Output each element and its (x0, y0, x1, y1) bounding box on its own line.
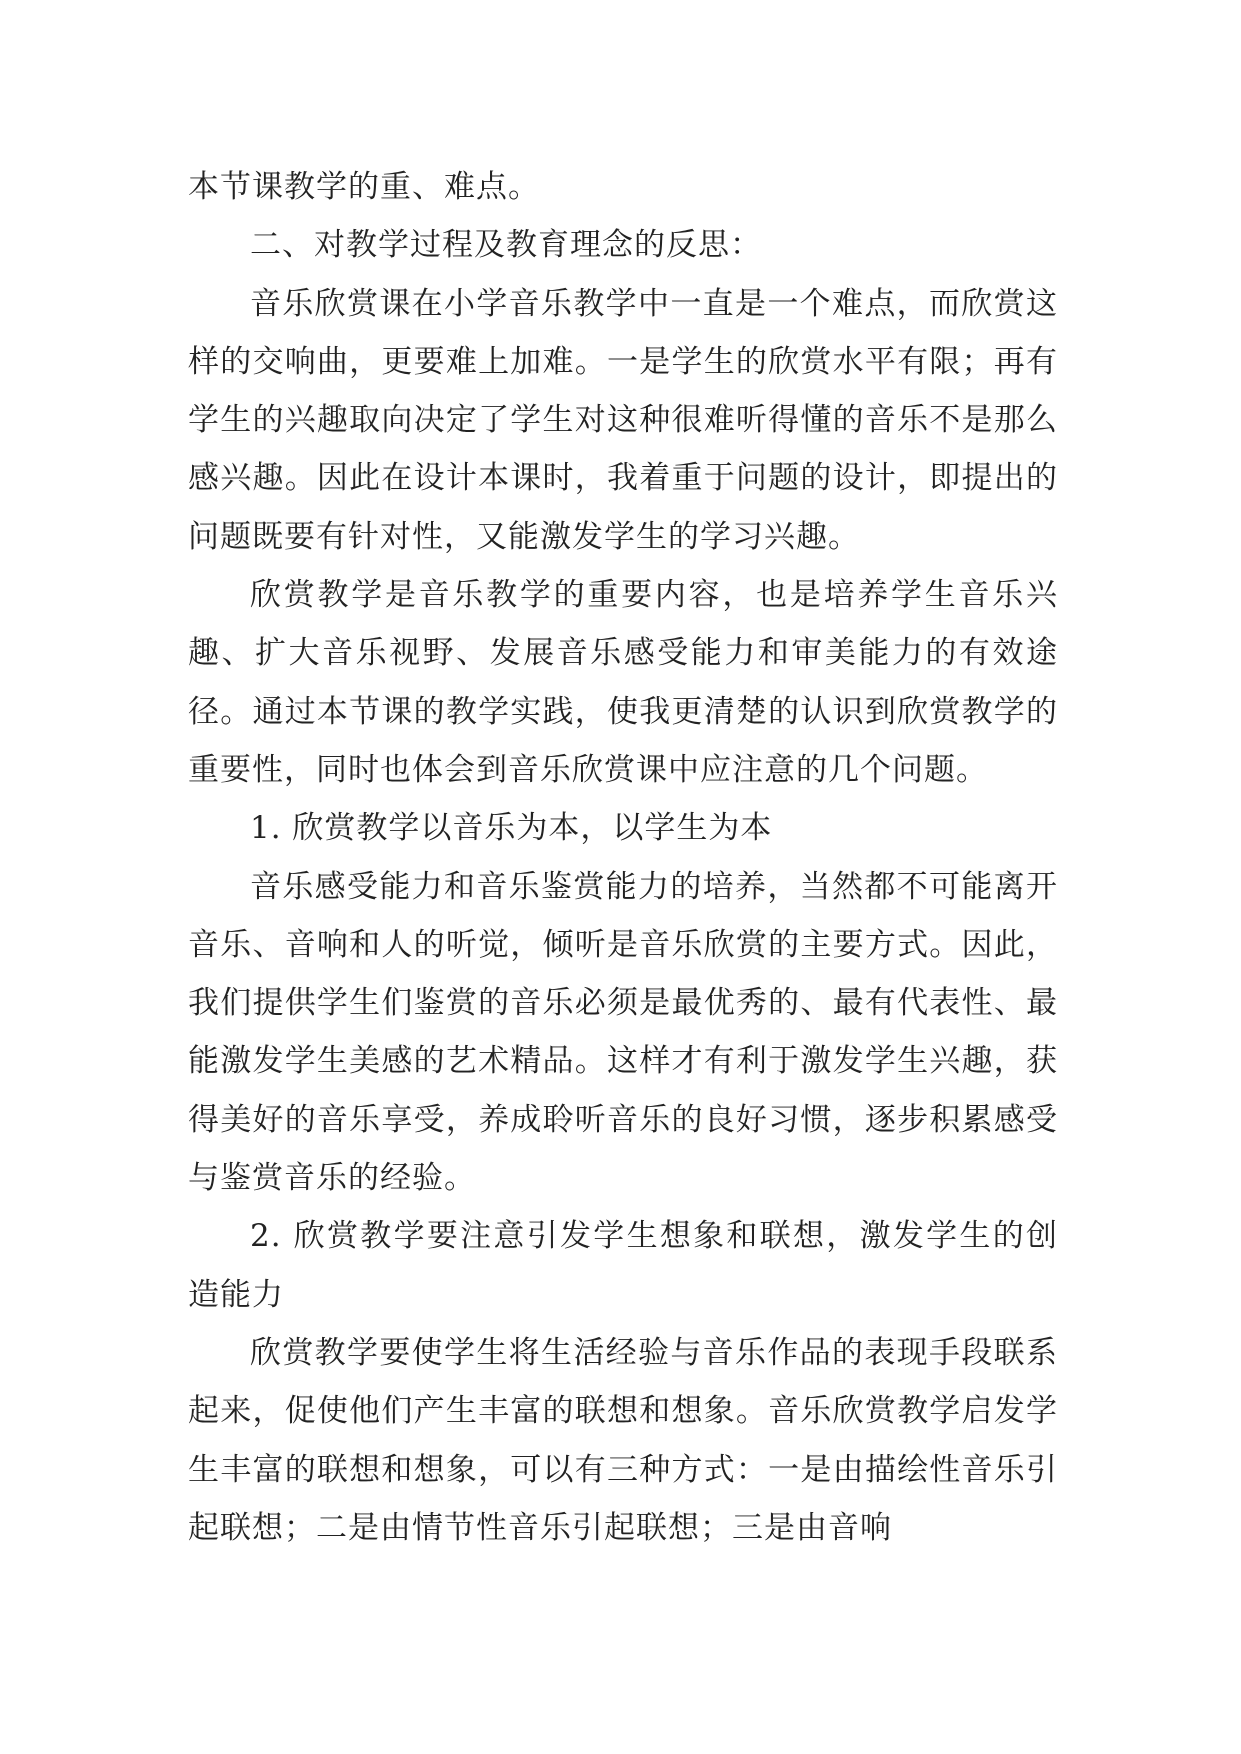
paragraph-8: 欣赏教学要使学生将生活经验与音乐作品的表现手段联系起来，促使他们产生丰富的联想和想象。音乐欣赏教学启发学生丰富的联想和想象，可以有三种方式：一是由描绘性音乐引起联想；二是由情节性音乐引起联想；三是由音响 (188, 1334, 1058, 1546)
paragraph-3: 音乐欣赏课在小学音乐教学中一直是一个难点，而欣赏这样的交响曲，更要难上加难。一是学生的欣赏水平有限；再有学生的兴趣取向决定了学生对这种很难听得懂的音乐不是那么感兴趣。因此在设计本课时，我着重于问题的设计，即提出的问题既要有针对性，又能激发学生的学习兴趣。 (188, 285, 1058, 555)
paragraph-1: 本节课教学的重、难点。 (188, 169, 540, 205)
section-heading-reflection: 二、对教学过程及教育理念的反思： (250, 227, 762, 264)
subheading-1: 1. 欣赏教学以音乐为本，以学生为本 (250, 810, 773, 847)
subheading-2: 2. 欣赏教学要注意引发学生想象和联想，激发学生的创造能力 (188, 1218, 1058, 1313)
document-body (188, 158, 1058, 1557)
paragraph-6: 音乐感受能力和音乐鉴赏能力的培养，当然都不可能离开音乐、音响和人的听觉，倾听是音乐欣赏的主要方式。因此，我们提供学生们鉴赏的音乐必须是最优秀的、最有代表性、最能激发学生美感的艺术精品。这样才有利于激发学生兴趣，获得美好的音乐享受，养成聆听音乐的良好习惯，逐步积累感受与鉴赏音乐的经验。 (188, 868, 1058, 1197)
paragraph-4: 欣赏教学是音乐教学的重要内容，也是培养学生音乐兴趣、扩大音乐视野、发展音乐感受能力和审美能力的有效途径。通过本节课的教学实践，使我更清楚的认识到欣赏教学的重要性，同时也体会到音乐欣赏课中应注意的几个问题。 (188, 577, 1058, 788)
